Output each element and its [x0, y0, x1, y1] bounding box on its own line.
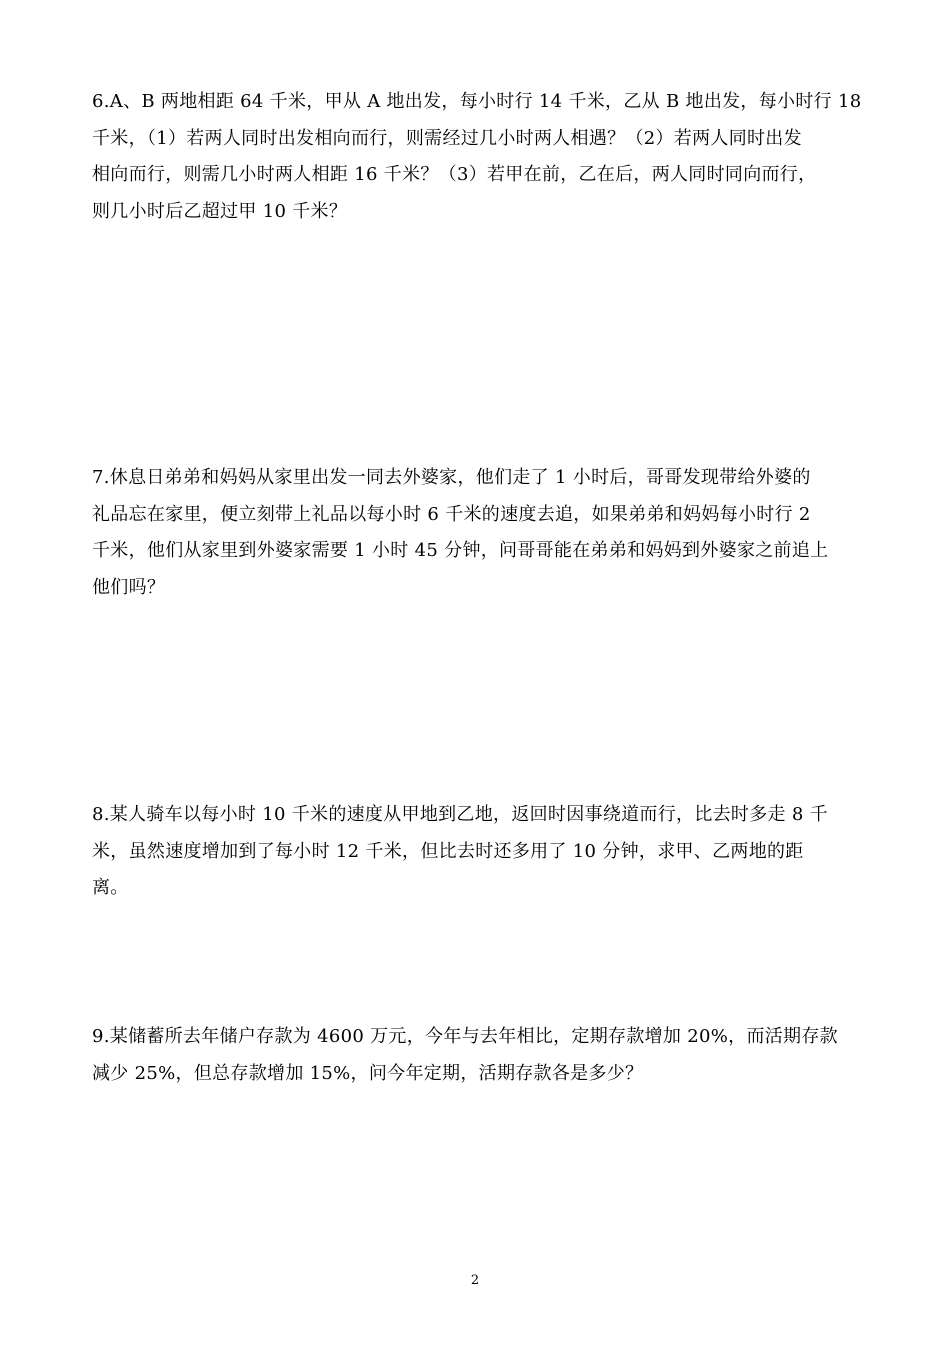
problem-7-line-2: 礼品忘在家里，便立刻带上礼品以每小时 6 千米的速度去追，如果弟弟和妈妈每小时行 2: [92, 503, 811, 525]
problem-8: [92, 797, 857, 907]
problem-8-line-1: 8.某人骑车以每小时 10 千米的速度从甲地到乙地，返回时因事绕道而行，比去时多走 8 千: [92, 804, 828, 825]
page-number: 2: [470, 1273, 480, 1288]
problem-7-line-3: 千米，他们从家里到外婆家需要 1 小时 45 分钟，问哥哥能在弟弟和妈妈到外婆家之前追上: [92, 540, 829, 561]
problem-9: [92, 1019, 857, 1092]
problem-6-line-1: 6.A、B 两地相距 64 千米，甲从 A 地出发，每小时行 14 千米，乙从 B 地出发，每小时行 18: [92, 91, 862, 112]
problem-6: [92, 84, 862, 230]
problem-8-line-2: 米，虽然速度增加到了每小时 12 千米，但比去时还多用了 10 分钟，求甲、乙两地的距: [92, 840, 804, 862]
problem-9-line-2: 减少 25%，但总存款增加 15%，问今年定期，活期存款各是多少？: [92, 1062, 644, 1084]
problem-7: [92, 460, 857, 606]
problem-8-line-3: 离。: [92, 877, 129, 898]
problem-6-line-2: 千米，（1）若两人同时出发相向而行，则需经过几小时两人相遇？（2）若两人同时出发: [92, 127, 802, 149]
problem-6-line-4: 则几小时后乙超过甲 10 千米？: [92, 200, 348, 222]
problem-7-line-1: 7.休息日弟弟和妈妈从家里出发一同去外婆家，他们走了 1 小时后，哥哥发现带给外婆的: [92, 467, 811, 488]
problem-9-line-1: 9.某储蓄所去年储户存款为 4600 万元，今年与去年相比，定期存款增加 20%，而活期存款: [92, 1026, 838, 1047]
problem-7-line-4: 他们吗？: [92, 576, 166, 598]
problem-6-line-3: 相向而行，则需几小时两人相距 16 千米？（3）若甲在前，乙在后，两人同时同向而行，: [92, 164, 817, 185]
